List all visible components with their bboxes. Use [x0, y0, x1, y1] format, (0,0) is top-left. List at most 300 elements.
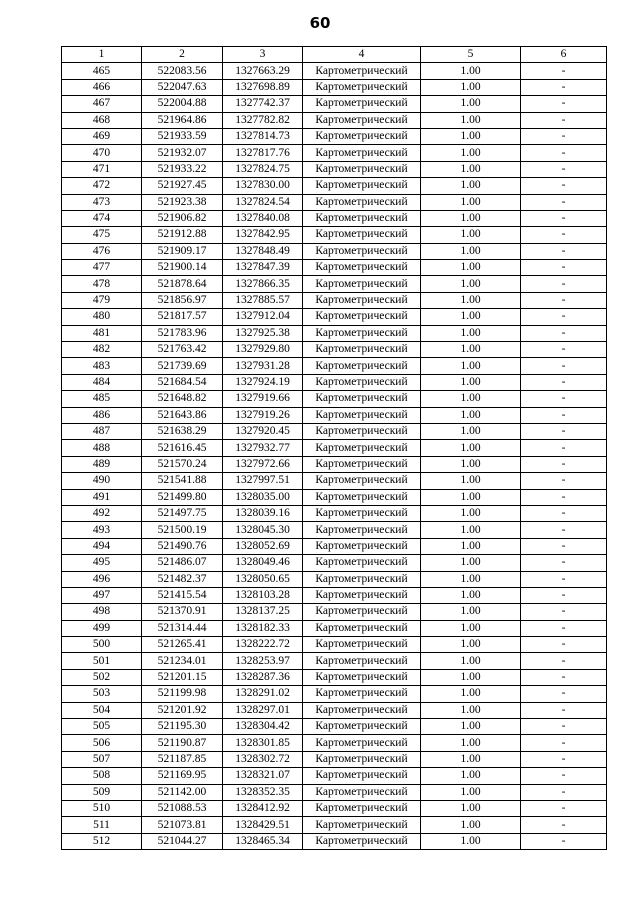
accuracy-cell: 1.00: [421, 571, 521, 587]
point-number-cell: 478: [62, 276, 142, 292]
accuracy-cell: 1.00: [421, 555, 521, 571]
note-cell: -: [521, 423, 607, 439]
note-cell: -: [521, 227, 607, 243]
point-number-cell: 489: [62, 456, 142, 472]
x-coordinate-cell: 521912.88: [142, 227, 223, 243]
method-cell: Картометрический: [303, 555, 421, 571]
y-coordinate-cell: 1327782.82: [223, 112, 303, 128]
y-coordinate-cell: 1327929.80: [223, 342, 303, 358]
x-coordinate-cell: 521933.22: [142, 161, 223, 177]
method-cell: Картометрический: [303, 243, 421, 259]
x-coordinate-cell: 522004.88: [142, 96, 223, 112]
accuracy-cell: 1.00: [421, 407, 521, 423]
accuracy-cell: 1.00: [421, 817, 521, 833]
method-cell: Картометрический: [303, 96, 421, 112]
x-coordinate-cell: 521570.24: [142, 456, 223, 472]
method-cell: Картометрический: [303, 473, 421, 489]
table-row: [62, 96, 607, 112]
accuracy-cell: 1.00: [421, 374, 521, 390]
x-coordinate-cell: 521195.30: [142, 719, 223, 735]
note-cell: -: [521, 178, 607, 194]
table-row: [62, 604, 607, 620]
x-coordinate-cell: 521201.92: [142, 702, 223, 718]
table-row: [62, 489, 607, 505]
x-coordinate-cell: 521044.27: [142, 833, 223, 849]
y-coordinate-cell: 1327824.54: [223, 194, 303, 210]
y-coordinate-cell: 1327932.77: [223, 440, 303, 456]
point-number-cell: 482: [62, 342, 142, 358]
table-row: [62, 145, 607, 161]
point-number-cell: 509: [62, 784, 142, 800]
point-number-cell: 492: [62, 505, 142, 521]
accuracy-cell: 1.00: [421, 227, 521, 243]
table-row: [62, 620, 607, 636]
method-cell: Картометрический: [303, 407, 421, 423]
table-row: [62, 719, 607, 735]
y-coordinate-cell: 1328182.33: [223, 620, 303, 636]
note-cell: -: [521, 407, 607, 423]
y-coordinate-cell: 1328045.30: [223, 522, 303, 538]
accuracy-cell: 1.00: [421, 309, 521, 325]
accuracy-cell: 1.00: [421, 456, 521, 472]
accuracy-cell: 1.00: [421, 833, 521, 849]
y-coordinate-cell: 1327742.37: [223, 96, 303, 112]
x-coordinate-cell: 521169.95: [142, 768, 223, 784]
table-row: [62, 587, 607, 603]
table-row: [62, 243, 607, 259]
accuracy-cell: 1.00: [421, 276, 521, 292]
x-coordinate-cell: 521906.82: [142, 210, 223, 226]
point-number-cell: 476: [62, 243, 142, 259]
accuracy-cell: 1.00: [421, 325, 521, 341]
accuracy-cell: 1.00: [421, 702, 521, 718]
y-coordinate-cell: 1328039.16: [223, 505, 303, 521]
note-cell: -: [521, 325, 607, 341]
point-number-cell: 506: [62, 735, 142, 751]
table-row: [62, 194, 607, 210]
method-cell: Картометрический: [303, 489, 421, 505]
point-number-cell: 507: [62, 751, 142, 767]
table-header-row: [62, 47, 607, 63]
note-cell: -: [521, 210, 607, 226]
table-row: [62, 63, 607, 79]
y-coordinate-cell: 1328412.92: [223, 800, 303, 816]
point-number-cell: 474: [62, 210, 142, 226]
table-row: [62, 653, 607, 669]
y-coordinate-cell: 1328304.42: [223, 719, 303, 735]
accuracy-cell: 1.00: [421, 538, 521, 554]
method-cell: Картометрический: [303, 161, 421, 177]
method-cell: Картометрический: [303, 374, 421, 390]
point-number-cell: 480: [62, 309, 142, 325]
method-cell: Картометрический: [303, 276, 421, 292]
note-cell: -: [521, 686, 607, 702]
note-cell: -: [521, 637, 607, 653]
x-coordinate-cell: 521933.59: [142, 128, 223, 144]
x-coordinate-cell: 521684.54: [142, 374, 223, 390]
table-row: [62, 784, 607, 800]
note-cell: -: [521, 669, 607, 685]
note-cell: -: [521, 751, 607, 767]
table-row: [62, 407, 607, 423]
table-row: [62, 423, 607, 439]
accuracy-cell: 1.00: [421, 391, 521, 407]
table-row: [62, 178, 607, 194]
x-coordinate-cell: 521073.81: [142, 817, 223, 833]
y-coordinate-cell: 1327842.95: [223, 227, 303, 243]
point-number-cell: 466: [62, 79, 142, 95]
method-cell: Картометрический: [303, 768, 421, 784]
column-header: 5: [421, 47, 521, 63]
note-cell: -: [521, 505, 607, 521]
y-coordinate-cell: 1328253.97: [223, 653, 303, 669]
accuracy-cell: 1.00: [421, 243, 521, 259]
table-row: [62, 112, 607, 128]
x-coordinate-cell: 521234.01: [142, 653, 223, 669]
method-cell: Картометрический: [303, 637, 421, 653]
y-coordinate-cell: 1327824.75: [223, 161, 303, 177]
accuracy-cell: 1.00: [421, 800, 521, 816]
note-cell: -: [521, 342, 607, 358]
table-row: [62, 735, 607, 751]
point-number-cell: 503: [62, 686, 142, 702]
method-cell: Картометрический: [303, 227, 421, 243]
method-cell: Картометрический: [303, 833, 421, 849]
note-cell: -: [521, 653, 607, 669]
accuracy-cell: 1.00: [421, 194, 521, 210]
x-coordinate-cell: 521856.97: [142, 292, 223, 308]
method-cell: Картометрический: [303, 194, 421, 210]
x-coordinate-cell: 521490.76: [142, 538, 223, 554]
table-row: [62, 702, 607, 718]
note-cell: -: [521, 604, 607, 620]
y-coordinate-cell: 1328429.51: [223, 817, 303, 833]
y-coordinate-cell: 1327924.19: [223, 374, 303, 390]
note-cell: -: [521, 473, 607, 489]
y-coordinate-cell: 1327817.76: [223, 145, 303, 161]
point-number-cell: 510: [62, 800, 142, 816]
point-number-cell: 496: [62, 571, 142, 587]
note-cell: -: [521, 161, 607, 177]
point-number-cell: 497: [62, 587, 142, 603]
point-number-cell: 512: [62, 833, 142, 849]
note-cell: -: [521, 456, 607, 472]
column-header: 6: [521, 47, 607, 63]
method-cell: Картометрический: [303, 112, 421, 128]
method-cell: Картометрический: [303, 653, 421, 669]
accuracy-cell: 1.00: [421, 522, 521, 538]
note-cell: -: [521, 63, 607, 79]
x-coordinate-cell: 521909.17: [142, 243, 223, 259]
method-cell: Картометрический: [303, 686, 421, 702]
note-cell: -: [521, 391, 607, 407]
note-cell: -: [521, 145, 607, 161]
point-number-cell: 494: [62, 538, 142, 554]
y-coordinate-cell: 1328291.02: [223, 686, 303, 702]
accuracy-cell: 1.00: [421, 719, 521, 735]
y-coordinate-cell: 1327848.49: [223, 243, 303, 259]
note-cell: -: [521, 243, 607, 259]
y-coordinate-cell: 1327866.35: [223, 276, 303, 292]
y-coordinate-cell: 1327919.26: [223, 407, 303, 423]
x-coordinate-cell: 521486.07: [142, 555, 223, 571]
table-row: [62, 751, 607, 767]
note-cell: -: [521, 276, 607, 292]
accuracy-cell: 1.00: [421, 161, 521, 177]
note-cell: -: [521, 260, 607, 276]
note-cell: -: [521, 571, 607, 587]
accuracy-cell: 1.00: [421, 637, 521, 653]
column-header: 2: [142, 47, 223, 63]
note-cell: -: [521, 309, 607, 325]
note-cell: -: [521, 620, 607, 636]
table-row: [62, 210, 607, 226]
x-coordinate-cell: 521482.37: [142, 571, 223, 587]
y-coordinate-cell: 1328050.65: [223, 571, 303, 587]
y-coordinate-cell: 1328049.46: [223, 555, 303, 571]
method-cell: Картометрический: [303, 571, 421, 587]
y-coordinate-cell: 1328103.28: [223, 587, 303, 603]
accuracy-cell: 1.00: [421, 260, 521, 276]
method-cell: Картометрический: [303, 440, 421, 456]
note-cell: -: [521, 112, 607, 128]
accuracy-cell: 1.00: [421, 751, 521, 767]
accuracy-cell: 1.00: [421, 358, 521, 374]
note-cell: -: [521, 358, 607, 374]
method-cell: Картометрический: [303, 63, 421, 79]
table-row: [62, 456, 607, 472]
x-coordinate-cell: 521927.45: [142, 178, 223, 194]
method-cell: Картометрический: [303, 817, 421, 833]
y-coordinate-cell: 1327912.04: [223, 309, 303, 325]
x-coordinate-cell: 521783.96: [142, 325, 223, 341]
note-cell: -: [521, 587, 607, 603]
point-number-cell: 493: [62, 522, 142, 538]
note-cell: -: [521, 128, 607, 144]
method-cell: Картометрический: [303, 522, 421, 538]
x-coordinate-cell: 521739.69: [142, 358, 223, 374]
table-row: [62, 505, 607, 521]
x-coordinate-cell: 522083.56: [142, 63, 223, 79]
table-row: [62, 768, 607, 784]
point-number-cell: 488: [62, 440, 142, 456]
point-number-cell: 484: [62, 374, 142, 390]
y-coordinate-cell: 1327919.66: [223, 391, 303, 407]
table-row: [62, 571, 607, 587]
accuracy-cell: 1.00: [421, 473, 521, 489]
point-number-cell: 490: [62, 473, 142, 489]
method-cell: Картометрический: [303, 358, 421, 374]
x-coordinate-cell: 521878.64: [142, 276, 223, 292]
x-coordinate-cell: 521923.38: [142, 194, 223, 210]
accuracy-cell: 1.00: [421, 489, 521, 505]
point-number-cell: 505: [62, 719, 142, 735]
method-cell: Картометрический: [303, 178, 421, 194]
table-row: [62, 358, 607, 374]
note-cell: -: [521, 768, 607, 784]
y-coordinate-cell: 1328052.69: [223, 538, 303, 554]
method-cell: Картометрический: [303, 292, 421, 308]
point-number-cell: 473: [62, 194, 142, 210]
table-row: [62, 538, 607, 554]
accuracy-cell: 1.00: [421, 735, 521, 751]
x-coordinate-cell: 521314.44: [142, 620, 223, 636]
accuracy-cell: 1.00: [421, 604, 521, 620]
x-coordinate-cell: 521265.41: [142, 637, 223, 653]
note-cell: -: [521, 735, 607, 751]
accuracy-cell: 1.00: [421, 587, 521, 603]
x-coordinate-cell: 521415.54: [142, 587, 223, 603]
method-cell: Картометрический: [303, 423, 421, 439]
y-coordinate-cell: 1328035.00: [223, 489, 303, 505]
y-coordinate-cell: 1327830.00: [223, 178, 303, 194]
table-row: [62, 800, 607, 816]
note-cell: -: [521, 800, 607, 816]
note-cell: -: [521, 194, 607, 210]
method-cell: Картометрический: [303, 587, 421, 603]
x-coordinate-cell: 521088.53: [142, 800, 223, 816]
table-body: [62, 63, 607, 850]
x-coordinate-cell: 521370.91: [142, 604, 223, 620]
note-cell: -: [521, 555, 607, 571]
table-row: [62, 686, 607, 702]
point-number-cell: 486: [62, 407, 142, 423]
x-coordinate-cell: 521932.07: [142, 145, 223, 161]
method-cell: Картометрический: [303, 210, 421, 226]
x-coordinate-cell: 521900.14: [142, 260, 223, 276]
point-number-cell: 504: [62, 702, 142, 718]
x-coordinate-cell: 522047.63: [142, 79, 223, 95]
point-number-cell: 467: [62, 96, 142, 112]
y-coordinate-cell: 1327698.89: [223, 79, 303, 95]
y-coordinate-cell: 1328302.72: [223, 751, 303, 767]
point-number-cell: 491: [62, 489, 142, 505]
y-coordinate-cell: 1327885.57: [223, 292, 303, 308]
method-cell: Картометрический: [303, 79, 421, 95]
x-coordinate-cell: 521817.57: [142, 309, 223, 325]
point-number-cell: 502: [62, 669, 142, 685]
point-number-cell: 472: [62, 178, 142, 194]
x-coordinate-cell: 521648.82: [142, 391, 223, 407]
table-row: [62, 128, 607, 144]
method-cell: Картометрический: [303, 702, 421, 718]
note-cell: -: [521, 374, 607, 390]
y-coordinate-cell: 1327972.66: [223, 456, 303, 472]
x-coordinate-cell: 521616.45: [142, 440, 223, 456]
point-number-cell: 481: [62, 325, 142, 341]
point-number-cell: 485: [62, 391, 142, 407]
page-number: 60: [309, 14, 331, 32]
point-number-cell: 498: [62, 604, 142, 620]
point-number-cell: 479: [62, 292, 142, 308]
point-number-cell: 508: [62, 768, 142, 784]
x-coordinate-cell: 521541.88: [142, 473, 223, 489]
method-cell: Картометрический: [303, 391, 421, 407]
x-coordinate-cell: 521638.29: [142, 423, 223, 439]
accuracy-cell: 1.00: [421, 96, 521, 112]
y-coordinate-cell: 1327931.28: [223, 358, 303, 374]
point-number-cell: 511: [62, 817, 142, 833]
method-cell: Картометрический: [303, 128, 421, 144]
column-header: 1: [62, 47, 142, 63]
y-coordinate-cell: 1328352.35: [223, 784, 303, 800]
table-row: [62, 669, 607, 685]
note-cell: -: [521, 702, 607, 718]
accuracy-cell: 1.00: [421, 686, 521, 702]
point-number-cell: 468: [62, 112, 142, 128]
accuracy-cell: 1.00: [421, 178, 521, 194]
note-cell: -: [521, 538, 607, 554]
table-row: [62, 342, 607, 358]
y-coordinate-cell: 1327847.39: [223, 260, 303, 276]
x-coordinate-cell: 521964.86: [142, 112, 223, 128]
accuracy-cell: 1.00: [421, 210, 521, 226]
point-number-cell: 483: [62, 358, 142, 374]
note-cell: -: [521, 817, 607, 833]
y-coordinate-cell: 1328297.01: [223, 702, 303, 718]
coordinates-table: [61, 46, 607, 850]
accuracy-cell: 1.00: [421, 440, 521, 456]
accuracy-cell: 1.00: [421, 145, 521, 161]
accuracy-cell: 1.00: [421, 63, 521, 79]
x-coordinate-cell: 521643.86: [142, 407, 223, 423]
accuracy-cell: 1.00: [421, 112, 521, 128]
table-row: [62, 292, 607, 308]
y-coordinate-cell: 1327840.08: [223, 210, 303, 226]
point-number-cell: 495: [62, 555, 142, 571]
table-row: [62, 325, 607, 341]
x-coordinate-cell: 521500.19: [142, 522, 223, 538]
table-row: [62, 276, 607, 292]
x-coordinate-cell: 521142.00: [142, 784, 223, 800]
note-cell: -: [521, 784, 607, 800]
point-number-cell: 500: [62, 637, 142, 653]
column-header: 3: [223, 47, 303, 63]
method-cell: Картометрический: [303, 735, 421, 751]
note-cell: -: [521, 522, 607, 538]
table-row: [62, 522, 607, 538]
method-cell: Картометрический: [303, 751, 421, 767]
table-row: [62, 309, 607, 325]
table-row: [62, 79, 607, 95]
note-cell: -: [521, 719, 607, 735]
table-row: [62, 391, 607, 407]
table-row: [62, 555, 607, 571]
point-number-cell: 470: [62, 145, 142, 161]
x-coordinate-cell: 521763.42: [142, 342, 223, 358]
table-row: [62, 833, 607, 849]
method-cell: Картометрический: [303, 505, 421, 521]
x-coordinate-cell: 521190.87: [142, 735, 223, 751]
x-coordinate-cell: 521199.98: [142, 686, 223, 702]
table-row: [62, 440, 607, 456]
table-row: [62, 473, 607, 489]
method-cell: Картометрический: [303, 342, 421, 358]
point-number-cell: 471: [62, 161, 142, 177]
table-row: [62, 817, 607, 833]
x-coordinate-cell: 521497.75: [142, 505, 223, 521]
accuracy-cell: 1.00: [421, 79, 521, 95]
accuracy-cell: 1.00: [421, 423, 521, 439]
y-coordinate-cell: 1327663.29: [223, 63, 303, 79]
note-cell: -: [521, 489, 607, 505]
y-coordinate-cell: 1327814.73: [223, 128, 303, 144]
y-coordinate-cell: 1327925.38: [223, 325, 303, 341]
accuracy-cell: 1.00: [421, 505, 521, 521]
y-coordinate-cell: 1328465.34: [223, 833, 303, 849]
method-cell: Картометрический: [303, 719, 421, 735]
table-row: [62, 227, 607, 243]
